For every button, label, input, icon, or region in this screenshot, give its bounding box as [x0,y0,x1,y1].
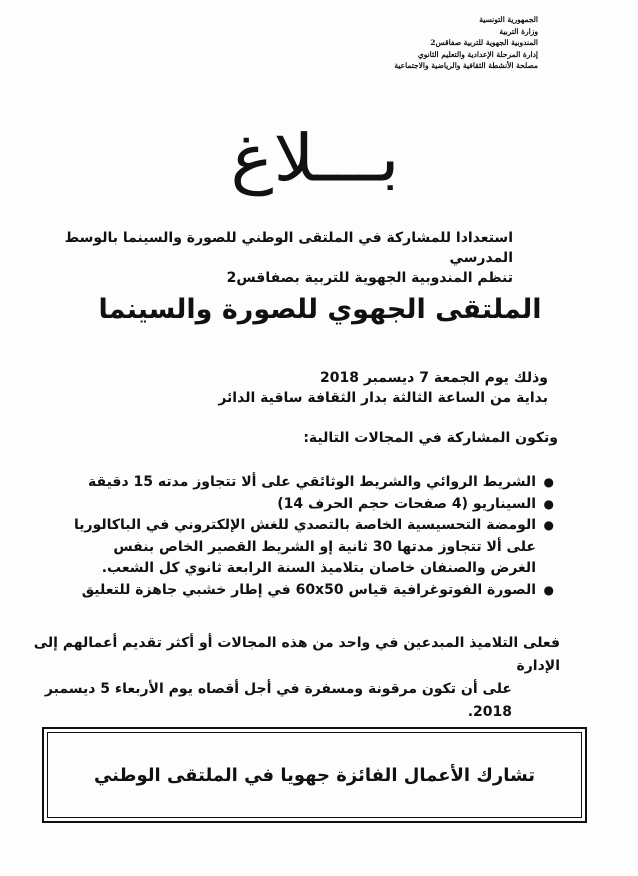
header-line-directorate: المندوبية الجهوية للتربية صفاقس2 [430,38,538,47]
header-line-ministry: وزارة التربية [499,26,538,36]
bullet-icon: ● [543,475,554,489]
list-item [66,494,554,516]
event-date [48,368,548,408]
intro-line-2: تنظم المندوبية الجهوية للتربية بصفاقس2 [226,270,513,286]
list-item [66,580,554,602]
closing-paragraph [20,632,560,724]
date-line-1: وذلك يوم الجمعة 7 ديسمبر 2018 [320,370,548,386]
intro-line-1: استعدادا للمشاركة في الملتقى الوطني للصورة والسينما بالوسط المدرسي [64,230,513,266]
announcement-title: بـــلاغ [230,120,400,196]
fields-intro: وتكون المشاركة في المجالات التالية: [303,430,558,446]
list-item [66,472,554,494]
field-text: السيناريو (4 صفحات حجم الحرف 14) [277,495,536,512]
list-item [66,515,554,580]
header-line-republic: الجمهورية التونسية [479,15,538,24]
closing-line-1: فعلى التلاميذ المبدعين في واحد من هذه المجالات أو أكثر تقديم أعمالهم إلى الإدارة [33,635,560,674]
institution-header [394,14,538,72]
fields-list [66,472,558,601]
bullet-icon: ● [543,496,554,511]
field-text: الشريط الروائي والشريط الوثائقي على ألا تتجاوز مدته 15 دقيقة [88,474,536,490]
bullet-icon: ● [543,582,554,597]
header-line-service: مصلحة الأنشطة الثقافية والرياضية والاجتماعية [394,61,538,70]
intro-paragraph [13,228,513,288]
date-line-2: بداية من الساعة الثالثة بدار الثقافة ساقية الدائر [218,390,548,406]
field-text: الصورة الفوتوغرافية قياس 60x50 في إطار خشبي جاهزة للتعليق [81,581,536,598]
closing-line-2: على أن تكون مرقونة ومسفرة في أجل أقصاه يوم الأربعاء 5 ديسمبر 2018. [44,681,512,720]
field-text: الومضة التحسيسية الخاصة بالتصدي للغش الإلكتروني في الباكالوريا على ألا تتجاوز مدتها 30 ثانية إو الشريط القصير الخاص بنفس الغرض والصنفان خاصان بتلاميذ السنة الرابعة ثانوي كل الشعب. [74,517,536,576]
header-line-administration: إدارة المرحلة الإعدادية والتعليم الثانوي [417,49,538,59]
framed-notice-box [42,727,587,823]
bullet-icon: ● [543,518,554,532]
event-name: الملتقى الجهوي للصورة والسينما [98,294,542,325]
framed-notice-text: تشارك الأعمال الفائزة جهويا في الملتقى الوطني [93,764,536,786]
